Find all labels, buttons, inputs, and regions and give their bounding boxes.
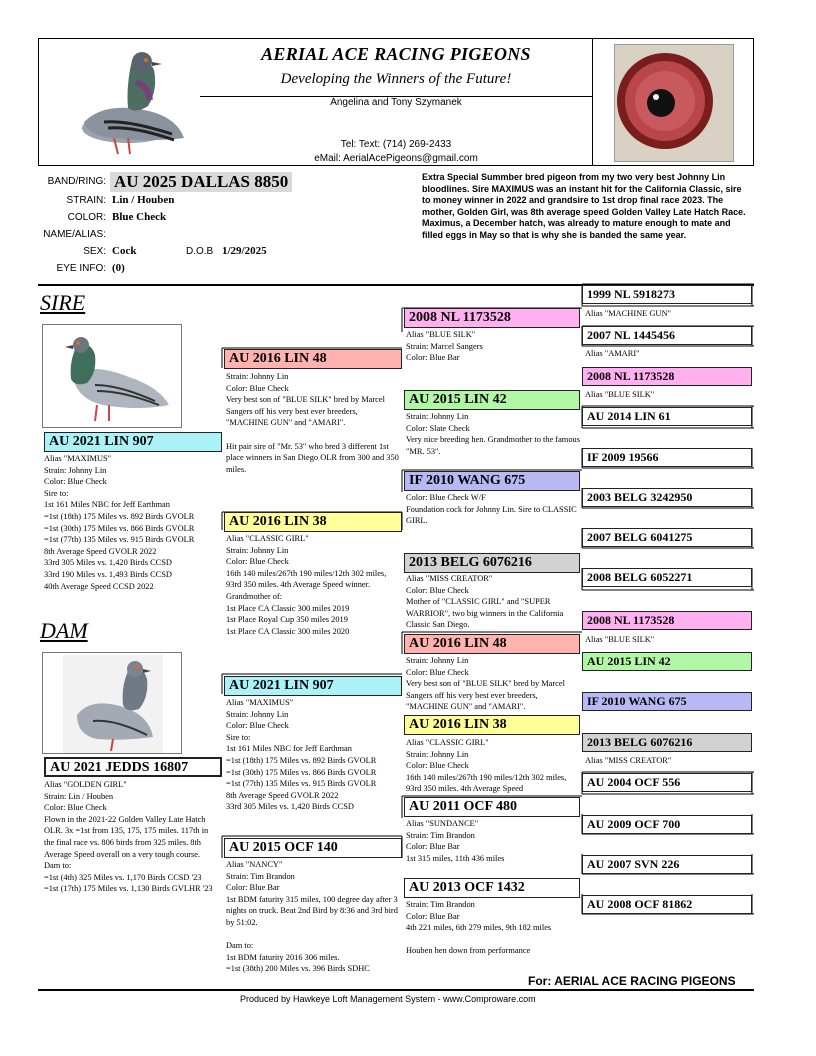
g4-2-alias: Alias "AMARI" bbox=[585, 349, 640, 358]
g4-7-band: 2007 BELG 6041275 bbox=[582, 528, 752, 547]
g4-11-band: IF 2010 WANG 675 bbox=[582, 692, 752, 711]
dd-details: Alias "NANCY" Strain: Tim Brandon Color: Blue Bar 1st BDM faturity 315 miles, 100 degree day after 3 nights on truck. Beat 2nd Bird by 8:36 and 3rd bird by 51:02. Dam to: 1st BDM faturity 2016 306 miles. =1st (38th) 200 Miles vs. 396 Birds SDHC bbox=[226, 860, 398, 974]
sire-image bbox=[42, 324, 182, 428]
sdd-details: Alias "MISS CREATOR" Color: Blue Check Mother of "CLASSIC GIRL" and "SUPER WARRIOR", two big winners in the California Classic San Diego. bbox=[406, 574, 564, 630]
ds-band: AU 2021 LIN 907 bbox=[224, 676, 402, 696]
g4-12-alias: Alias "MISS CREATOR" bbox=[585, 756, 672, 765]
ssd-band: AU 2015 LIN 42 bbox=[404, 390, 580, 410]
for-label: For: AERIAL ACE RACING PIGEONS bbox=[528, 974, 736, 988]
sex-label: SEX: bbox=[83, 246, 106, 257]
dob-label: D.O.B bbox=[186, 246, 214, 257]
sd-details: Alias "CLASSIC GIRL" Strain: Johnny Lin Color: Blue Check 16th 140 miles/267th 190 miles/12th 302 miles, 93rd 350 miles. 4th Average Speed winner. Grandmother of: 1st Place CA Classic 300 miles 2019 1st Place Royal Cup 350 miles 2019 1st Place CA Classic 300 miles 2020 bbox=[226, 534, 387, 636]
sex-value: Cock bbox=[112, 245, 137, 257]
dob-value: 1/29/2025 bbox=[222, 245, 267, 257]
dsd-details: Alias "CLASSIC GIRL" Strain: Johnny Lin Color: Blue Check 16th 140 miles/267th 190 miles/12th 302 miles, 93rd 350 miles. 4th Average Speed bbox=[406, 738, 567, 794]
g4-10-band: AU 2015 LIN 42 bbox=[582, 652, 752, 671]
ss-details: Strain: Johnny Lin Color: Blue Check Very best son of "BLUE SILK" bred by Marcel Sangers off his very best ever breeders, "MACHINE GUN" and "AMARI". Hit pair sire of "Mr. 53" who bred 3 different 1st place winners in San Diego OLR from 300 and 350 miles. bbox=[226, 372, 399, 474]
g4-2-band: 2007 NL 1445456 bbox=[582, 326, 752, 345]
g4-9-alias: Alias "BLUE SILK" bbox=[585, 635, 655, 644]
eye-label: EYE INFO: bbox=[56, 263, 106, 274]
g4-5-band: IF 2009 19566 bbox=[582, 448, 752, 467]
page-title: AERIAL ACE RACING PIGEONS bbox=[261, 44, 531, 64]
dss-band: AU 2016 LIN 48 bbox=[404, 634, 580, 654]
band-value: AU 2025 DALLAS 8850 bbox=[110, 172, 292, 192]
sds-band: IF 2010 WANG 675 bbox=[404, 471, 580, 491]
g4-13-band: AU 2004 OCF 556 bbox=[582, 773, 752, 792]
color-value: Blue Check bbox=[112, 211, 167, 223]
color-label: COLOR: bbox=[67, 212, 106, 223]
alias-label: NAME/ALIAS: bbox=[43, 229, 106, 240]
dsd-band: AU 2016 LIN 38 bbox=[404, 715, 580, 735]
dd-band: AU 2015 OCF 140 bbox=[224, 838, 402, 858]
dam-band: AU 2021 JEDDS 16807 bbox=[44, 757, 222, 777]
sds-details: Color: Blue Check W/F Foundation cock for Johnny Lin. Sire to CLASSIC GIRL. bbox=[406, 493, 577, 526]
ddd-band: AU 2013 OCF 1432 bbox=[404, 878, 580, 898]
ssd-details: Strain: Johnny Lin Color: Slate Check Very nice breeding hen. Grandmother to the famous "MR. 53". bbox=[406, 412, 580, 456]
eye-value: (0) bbox=[112, 262, 125, 274]
dds-band: AU 2011 OCF 480 bbox=[404, 797, 580, 817]
sire-band: AU 2021 LIN 907 bbox=[44, 432, 222, 452]
g4-14-band: AU 2009 OCF 700 bbox=[582, 815, 752, 834]
g4-1-alias: Alias "MACHINE GUN" bbox=[585, 309, 671, 318]
ss-band: AU 2016 LIN 48 bbox=[224, 349, 402, 369]
g4-1-band: 1999 NL 5918273 bbox=[582, 285, 752, 304]
sire-heading: SIRE bbox=[40, 290, 86, 315]
dam-details: Alias "GOLDEN GIRL" Strain: Lin / Houben Color: Blue Check Flown in the 2021-22 Golden Valley Late Hatch OLR. 3x =1st from 135, 175, 175 miles. 117th in the final race vs. 806 birds from 325 miles. 8th Average Speed overall on a very tough course. Dam to: =1st (4th) 325 Miles vs. 1,170 Birds CCSD '23 =1st (17th) 175 Miles vs. 1,130 Birds GVLHR '23 bbox=[44, 780, 213, 894]
dam-image bbox=[42, 652, 182, 754]
strain-value: Lin / Houben bbox=[112, 194, 175, 206]
g4-9-band: 2008 NL 1173528 bbox=[582, 611, 752, 630]
sire-details: Alias "MAXIMUS" Strain: Johnny Lin Color: Blue Check Sire to: 1st 161 Miles NBC for Jeff Earthman =1st (18th) 175 Miles vs. 892 Birds GVOLR =1st (30th) 175 Miles vs. 866 Birds GVOLR =1st (77th) 135 Miles vs. 915 Birds GVOLR 8th Average Speed GVOLR 2022 33rd 305 Miles vs. 1,420 Birds CCSD 33rd 190 Miles vs. 1,493 Birds CCSD 40th Average Speed CCSD 2022 bbox=[44, 454, 195, 591]
strain-label: STRAIN: bbox=[66, 195, 106, 206]
email: eMail: AerialAcePigeons@gmail.com bbox=[314, 153, 478, 164]
sdd-band: 2013 BELG 6076216 bbox=[404, 553, 580, 573]
description: Extra Special Summber bred pigeon from my two very best Johnny Lin bloodlines. Sire MAXIMUS was an instant hit for the California Classic, sire to money winner in 2022 and grandsire to 1st drop final race 2023. The mother, Golden Girl, was 8th average speed Golden Valley Late Hatch Race. Maximus, a December hatch, was already to mature enough to mate and filled eggs in May so that is why she is banded the same year. bbox=[422, 172, 746, 240]
footer: Produced by Hawkeye Loft Management System - www.Comproware.com bbox=[240, 994, 536, 1004]
g4-12-band: 2013 BELG 6076216 bbox=[582, 733, 752, 752]
owners: Angelina and Tony Szymanek bbox=[330, 97, 462, 108]
g4-8-band: 2008 BELG 6052271 bbox=[582, 568, 752, 587]
sss-details: Alias "BLUE SILK" Strain: Marcel Sangers Color: Blue Bar bbox=[406, 330, 483, 363]
page-subtitle: Developing the Winners of the Future! bbox=[280, 71, 512, 87]
ds-details: Alias "MAXIMUS" Strain: Johnny Lin Color: Blue Check Sire to: 1st 161 Miles NBC for Jeff Earthman =1st (18th) 175 Miles vs. 892 Birds GVOLR =1st (30th) 175 Miles vs. 866 Birds GVOLR =1st (77th) 135 Miles vs. 915 Birds GVOLR 8th Average Speed GVOLR 2022 33rd 305 Miles vs. 1,420 Birds CCSD bbox=[226, 698, 377, 812]
dds-details: Alias "SUNDANCE" Strain: Tim Brandon Color: Blue Bar 1st 315 miles, 11th 436 miles bbox=[406, 819, 505, 863]
g4-4-band: AU 2014 LIN 61 bbox=[582, 407, 752, 426]
dss-details: Strain: Johnny Lin Color: Blue Check Very best son of "BLUE SILK" bred by Marcel Sangers off his very best ever breeders, "MACHINE GUN" and "AMARI". bbox=[406, 656, 565, 712]
g4-3-band: 2008 NL 1173528 bbox=[582, 367, 752, 386]
g4-15-band: AU 2007 SVN 226 bbox=[582, 855, 752, 874]
g4-6-band: 2003 BELG 3242950 bbox=[582, 488, 752, 507]
phone: Tel: Text: (714) 269-2433 bbox=[340, 139, 452, 150]
sss-band: 2008 NL 1173528 bbox=[404, 308, 580, 328]
ddd-details: Strain: Tim Brandon Color: Blue Bar 4th 221 miles, 6th 279 miles, 9th 182 miles Houben hen down from performance bbox=[406, 900, 552, 956]
g4-16-band: AU 2008 OCF 81862 bbox=[582, 895, 752, 914]
sd-band: AU 2016 LIN 38 bbox=[224, 512, 402, 532]
dam-heading: DAM bbox=[40, 618, 88, 643]
band-label: BAND/RING: bbox=[47, 176, 106, 187]
g4-3-alias: Alias "BLUE SILK" bbox=[585, 390, 655, 399]
